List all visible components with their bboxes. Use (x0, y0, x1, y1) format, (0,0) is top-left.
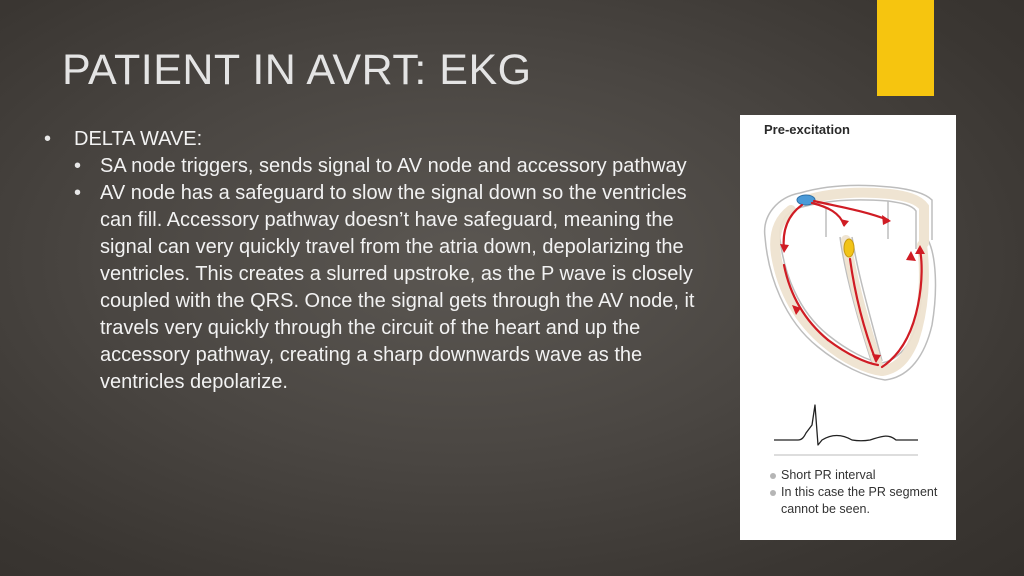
slide-title: PATIENT IN AVRT: EKG (62, 46, 532, 94)
bullet-list (44, 126, 724, 396)
bullet-marker: • (74, 182, 82, 204)
figure-note-2 (770, 484, 956, 518)
sub-bullet-text: SA node triggers, sends signal to AV node and accessory pathway (100, 155, 687, 177)
bullet-heading: DELTA WAVE: (74, 128, 203, 150)
note-text: In this case the PR segment cannot be seen. (781, 485, 938, 516)
figure-notes (770, 467, 956, 518)
sub-bullet-list (74, 153, 724, 396)
sub-bullet-2 (74, 180, 724, 396)
note-text: Short PR interval (781, 468, 876, 482)
pre-excitation-figure (740, 115, 956, 540)
figure-note-1 (770, 467, 956, 484)
note-bullet (770, 490, 776, 496)
bullet-delta-wave (44, 126, 724, 396)
sub-bullet-text: AV node has a safeguard to slow the signal down so the ventricles can fill. Accessory pathway doesn’t have safeguard, meaning the signal can very quickly travel from the atria down, depolarizing the ventricles. This creates a slurred upstroke, as the P wave is closely coupled with the QRS. Once the signal gets through the AV node, it travels very quickly through the circuit of the heart and up the accessory pathway, creating a sharp downwards wave as the ventricles depolarize. (100, 182, 695, 393)
bullet-marker: • (74, 155, 82, 177)
note-bullet (770, 473, 776, 479)
figure-title: Pre-excitation (764, 122, 850, 137)
av-node (844, 239, 854, 257)
sub-bullet-1 (74, 153, 724, 180)
bullet-marker: • (44, 128, 52, 150)
ekg-trace-icon (774, 405, 918, 455)
accent-bar (877, 0, 934, 96)
conduction-tracks (775, 193, 924, 371)
